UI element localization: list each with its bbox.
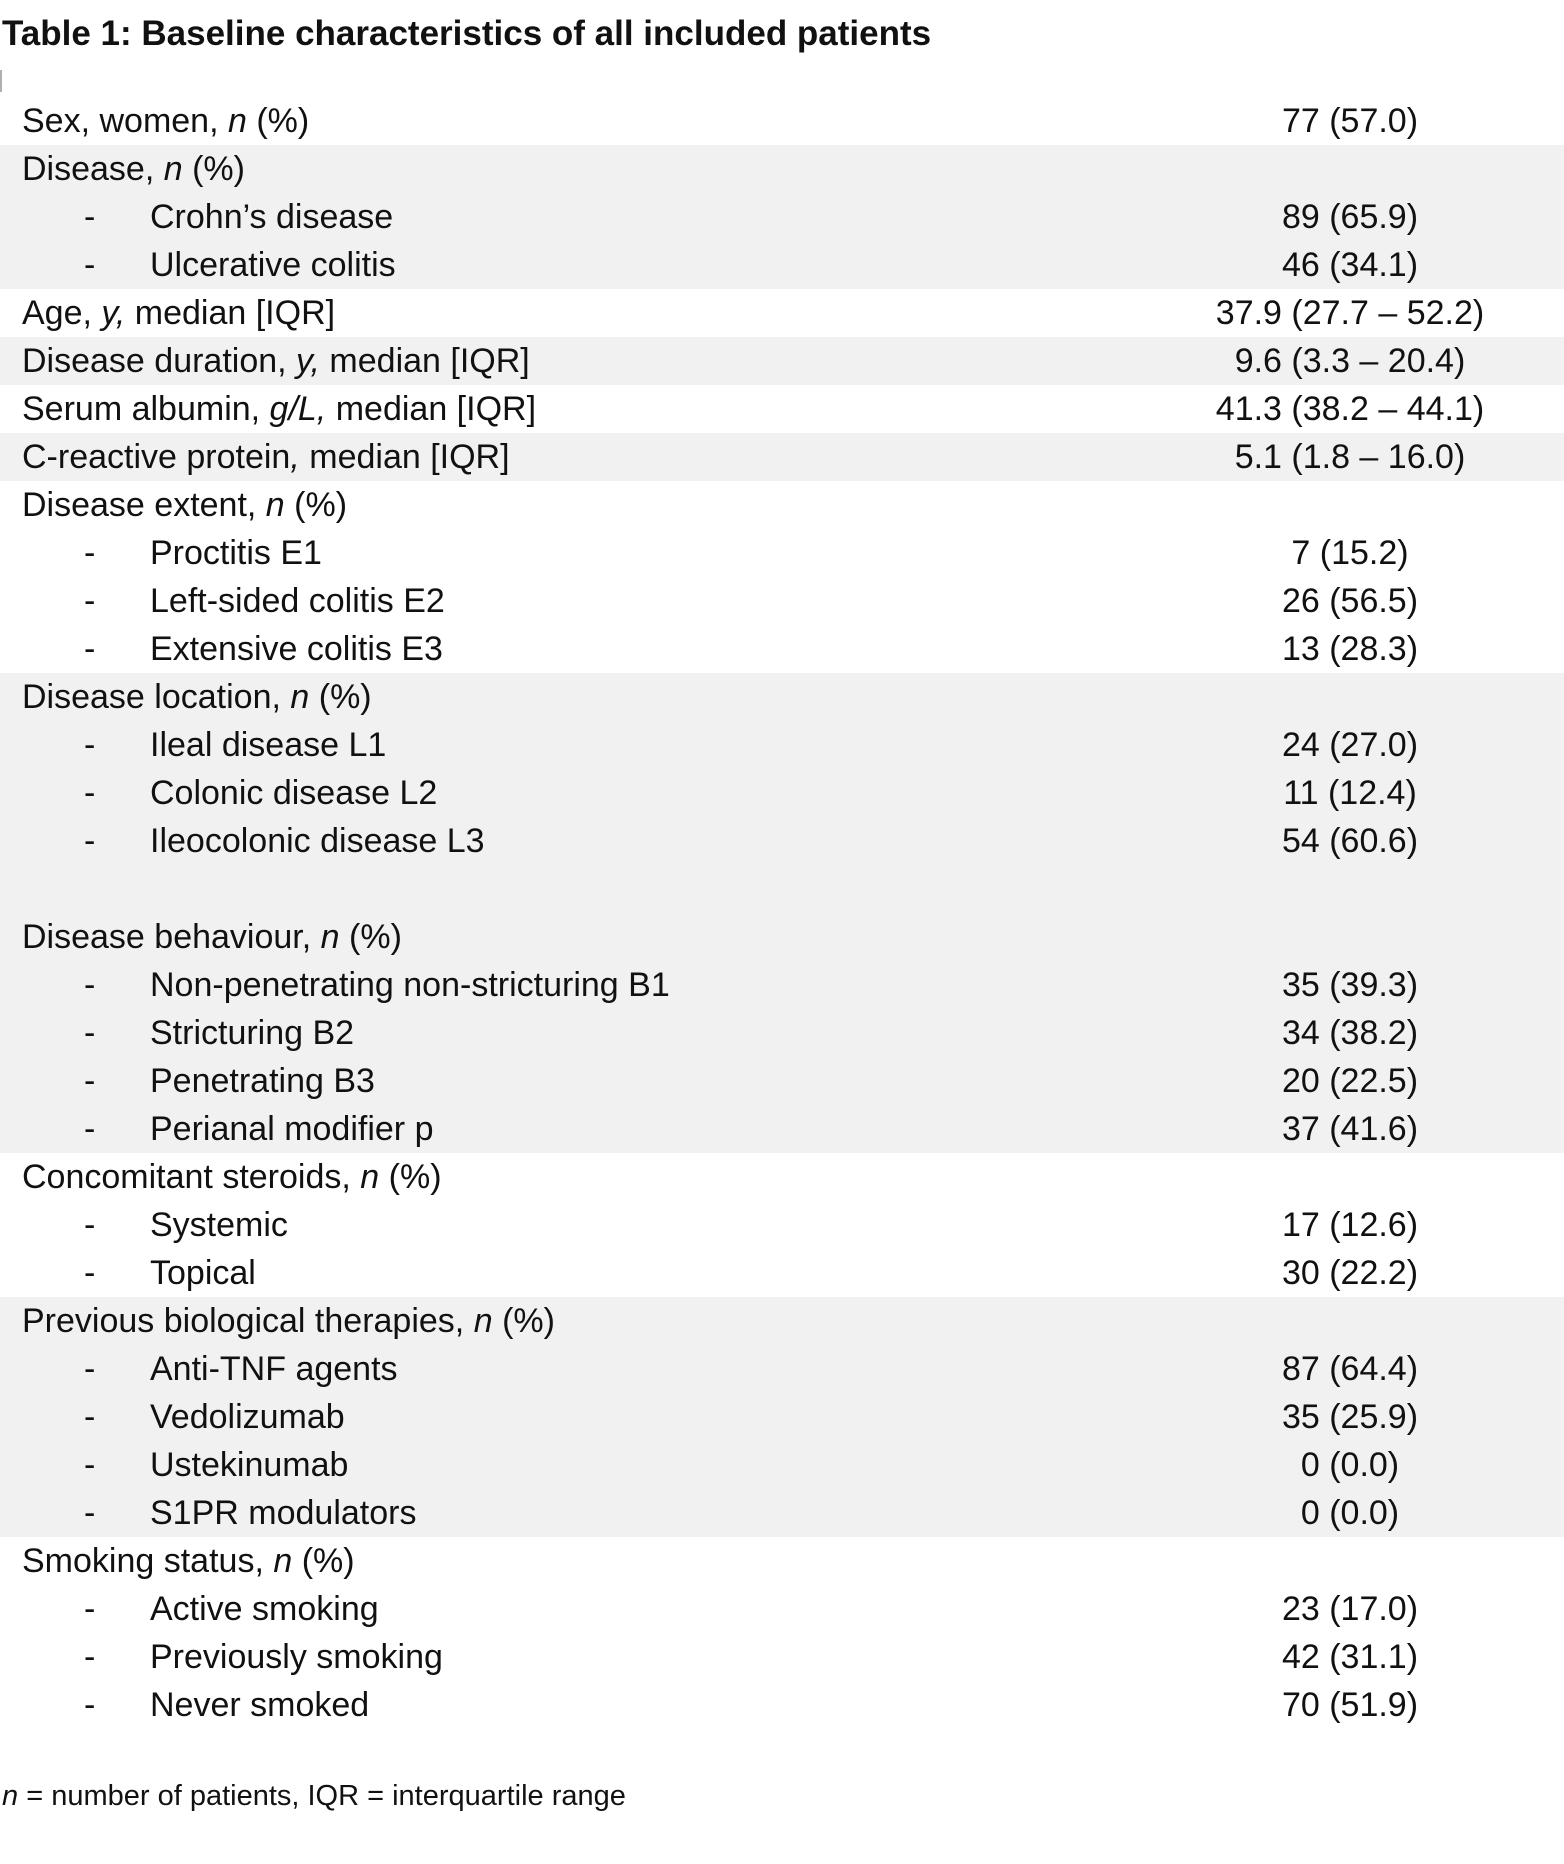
- row-label: [150, 966, 670, 1005]
- table-subrow: [0, 1345, 1564, 1393]
- list-dash: -: [84, 1013, 96, 1052]
- list-dash: -: [84, 965, 96, 1004]
- row-label-text: Serum albumin,: [22, 389, 270, 428]
- row-label-text: Never smoked: [150, 1685, 370, 1724]
- table-row: [0, 145, 1564, 193]
- row-label-text: Ustekinumab: [150, 1445, 349, 1484]
- table-title: Table 1: Baseline characteristics of all included patients: [2, 14, 932, 53]
- row-value: 37 (41.6): [1281, 1109, 1419, 1148]
- row-label-text: Disease extent,: [22, 485, 266, 524]
- row-label-italic: n: [163, 149, 183, 188]
- row-label-text: Extensive colitis E3: [150, 629, 443, 668]
- table-row: [0, 97, 1564, 145]
- row-value: 0 (0.0): [1300, 1493, 1400, 1532]
- row-label-text: Anti-TNF agents: [150, 1349, 398, 1388]
- text-cursor: [0, 70, 2, 92]
- table-subrow: [0, 1105, 1564, 1153]
- row-label: [150, 1014, 354, 1053]
- row-value: 35 (25.9): [1281, 1397, 1419, 1436]
- list-dash: -: [84, 581, 96, 620]
- row-label: [150, 246, 396, 285]
- row-label: [150, 1590, 379, 1629]
- list-dash: -: [84, 725, 96, 764]
- table-row: [0, 337, 1564, 385]
- row-value: 23 (17.0): [1281, 1589, 1419, 1628]
- table-subrow: [0, 769, 1564, 817]
- row-label: [150, 1350, 398, 1389]
- footnote-italic: n: [2, 1780, 19, 1812]
- table-subrow: [0, 193, 1564, 241]
- row-label-suffix: median [IQR]: [319, 341, 530, 380]
- row-label-text: Sex, women,: [22, 101, 228, 140]
- footnote-text: = number of patients, IQR = interquartile range: [18, 1780, 626, 1812]
- row-label-text: Smoking status,: [22, 1541, 274, 1580]
- row-label-italic: n: [473, 1301, 493, 1340]
- row-label: [150, 1254, 256, 1293]
- row-label: [22, 102, 309, 141]
- row-label: [150, 1398, 345, 1437]
- table-subrow: [0, 625, 1564, 673]
- row-label: [22, 1158, 442, 1197]
- row-label: [150, 534, 322, 573]
- table-subrow: [0, 1201, 1564, 1249]
- row-label: [150, 1494, 416, 1533]
- row-label-text: Left-sided colitis E2: [150, 581, 445, 620]
- table-subrow: [0, 1441, 1564, 1489]
- row-label: [150, 1638, 443, 1677]
- list-dash: -: [84, 1445, 96, 1484]
- row-label-italic: n: [360, 1157, 380, 1196]
- row-label-text: Ileal disease L1: [150, 725, 387, 764]
- row-value: 89 (65.9): [1281, 197, 1419, 236]
- row-label: [150, 822, 485, 861]
- table-subrow: [0, 1249, 1564, 1297]
- row-label: [22, 294, 335, 333]
- row-value: 7 (15.2): [1291, 533, 1409, 572]
- list-dash: -: [84, 1589, 96, 1628]
- row-label-text: Concomitant steroids,: [22, 1157, 361, 1196]
- row-label: [150, 1446, 348, 1485]
- row-label-suffix: (%): [246, 101, 310, 140]
- row-label-text: Age,: [22, 293, 102, 332]
- row-label-text: S1PR modulators: [150, 1493, 417, 1532]
- row-label: [22, 390, 536, 429]
- row-value: 37.9 (27.7 – 52.2): [1215, 293, 1485, 332]
- table-subrow: [0, 577, 1564, 625]
- row-label: [22, 438, 510, 477]
- list-dash: -: [84, 197, 96, 236]
- table-subrow: [0, 1393, 1564, 1441]
- row-label: [150, 774, 437, 813]
- row-label: [150, 1206, 288, 1245]
- row-label: [150, 1686, 369, 1725]
- row-value: 9.6 (3.3 – 20.4): [1234, 341, 1466, 380]
- row-label-text: Previous biological therapies,: [22, 1301, 474, 1340]
- table-row: [0, 433, 1564, 481]
- table-subrow: [0, 241, 1564, 289]
- row-value: 35 (39.3): [1281, 965, 1419, 1004]
- row-label: [150, 582, 445, 621]
- table-subrow: [0, 1489, 1564, 1537]
- row-value: 46 (34.1): [1281, 245, 1419, 284]
- row-label: [22, 678, 372, 717]
- row-label-suffix: median [IQR]: [326, 389, 537, 428]
- list-dash: -: [84, 629, 96, 668]
- table-row: [0, 289, 1564, 337]
- table-subrow: [0, 817, 1564, 865]
- row-label-italic: n: [290, 677, 310, 716]
- row-label: [22, 150, 245, 189]
- row-label-text: Disease location,: [22, 677, 291, 716]
- row-value: 5.1 (1.8 – 16.0): [1234, 437, 1466, 476]
- table-row: [0, 1297, 1564, 1345]
- row-label: [22, 918, 402, 957]
- row-value: 24 (27.0): [1281, 725, 1419, 764]
- row-label: [22, 342, 530, 381]
- row-label-italic: n: [227, 101, 247, 140]
- list-dash: -: [84, 1109, 96, 1148]
- row-label: [150, 198, 393, 237]
- table-row: [0, 1537, 1564, 1585]
- table-subrow: [0, 1633, 1564, 1681]
- row-value: 87 (64.4): [1281, 1349, 1419, 1388]
- list-dash: -: [84, 1253, 96, 1292]
- table-subrow: [0, 529, 1564, 577]
- row-value: 77 (57.0): [1281, 101, 1419, 140]
- row-label-text: Disease behaviour,: [22, 917, 321, 956]
- table-spacer-row: [0, 865, 1564, 913]
- row-label-italic: n: [320, 917, 340, 956]
- row-label: [150, 630, 443, 669]
- row-label-italic: n: [265, 485, 285, 524]
- table-row: [0, 913, 1564, 961]
- row-label-suffix: (%): [492, 1301, 555, 1340]
- row-value: 11 (12.4): [1283, 773, 1417, 812]
- table-subrow: [0, 1585, 1564, 1633]
- row-label-italic: y,: [101, 293, 126, 332]
- row-value: 26 (56.5): [1281, 581, 1419, 620]
- row-label-italic: ,: [290, 437, 300, 476]
- row-label: [150, 1062, 375, 1101]
- table-subrow: [0, 721, 1564, 769]
- row-value: 34 (38.2): [1281, 1013, 1419, 1052]
- row-label-text: Active smoking: [150, 1589, 379, 1628]
- list-dash: -: [84, 245, 96, 284]
- row-value: 17 (12.6): [1281, 1205, 1419, 1244]
- list-dash: -: [84, 1685, 96, 1724]
- row-label-text: Ulcerative colitis: [150, 245, 396, 284]
- row-label-text: C-reactive protein: [22, 437, 291, 476]
- row-label-suffix: (%): [182, 149, 245, 188]
- list-dash: -: [84, 1349, 96, 1388]
- table-subrow: [0, 1681, 1564, 1729]
- row-label-italic: g/L,: [269, 389, 327, 428]
- row-label-suffix: (%): [309, 677, 372, 716]
- row-value: 54 (60.6): [1281, 821, 1419, 860]
- table-row: [0, 1153, 1564, 1201]
- row-label-italic: n: [273, 1541, 293, 1580]
- baseline-table: [0, 97, 1564, 1729]
- list-dash: -: [84, 1061, 96, 1100]
- list-dash: -: [84, 533, 96, 572]
- row-label-text: Ileocolonic disease L3: [150, 821, 485, 860]
- table-row: [0, 673, 1564, 721]
- row-label-text: Vedolizumab: [150, 1397, 345, 1436]
- row-label-text: Disease duration,: [22, 341, 297, 380]
- list-dash: -: [84, 821, 96, 860]
- table-subrow: [0, 1009, 1564, 1057]
- row-label-suffix: (%): [284, 485, 348, 524]
- list-dash: -: [84, 1205, 96, 1244]
- table-subrow: [0, 1057, 1564, 1105]
- row-label-text: Proctitis E1: [150, 533, 322, 572]
- table-row: [0, 481, 1564, 529]
- row-label: [150, 1110, 433, 1149]
- row-label-suffix: (%): [292, 1541, 355, 1580]
- row-label: [22, 486, 347, 525]
- row-label: [22, 1302, 555, 1341]
- row-label-text: Previously smoking: [150, 1637, 443, 1676]
- row-value: 30 (22.2): [1281, 1253, 1419, 1292]
- row-label-suffix: (%): [379, 1157, 442, 1196]
- list-dash: -: [84, 1637, 96, 1676]
- row-label-text: Perianal modifier p: [150, 1109, 434, 1148]
- table-subrow: [0, 961, 1564, 1009]
- row-value: 41.3 (38.2 – 44.1): [1215, 389, 1485, 428]
- row-value: 42 (31.1): [1281, 1637, 1419, 1676]
- list-dash: -: [84, 1397, 96, 1436]
- row-label-text: Colonic disease L2: [150, 773, 438, 812]
- row-label-text: Penetrating B3: [150, 1061, 375, 1100]
- row-label: [22, 1542, 355, 1581]
- row-label-text: Disease,: [22, 149, 164, 188]
- row-label-text: Topical: [150, 1253, 256, 1292]
- table-footnote: [2, 1780, 626, 1813]
- row-label-suffix: median [IQR]: [125, 293, 336, 332]
- row-label-italic: y,: [296, 341, 320, 380]
- row-value: 0 (0.0): [1300, 1445, 1400, 1484]
- row-label-text: Systemic: [150, 1205, 288, 1244]
- table-row: [0, 385, 1564, 433]
- row-value: 20 (22.5): [1281, 1061, 1419, 1100]
- list-dash: -: [84, 773, 96, 812]
- list-dash: -: [84, 1493, 96, 1532]
- row-label-suffix: median [IQR]: [299, 437, 510, 476]
- row-label-text: Crohn’s disease: [150, 197, 394, 236]
- row-label-suffix: (%): [339, 917, 402, 956]
- row-value: 70 (51.9): [1281, 1685, 1419, 1724]
- row-label-text: Stricturing B2: [150, 1013, 355, 1052]
- row-value: 13 (28.3): [1281, 629, 1419, 668]
- row-label-text: Non-penetrating non-stricturing B1: [150, 965, 670, 1004]
- row-label: [150, 726, 386, 765]
